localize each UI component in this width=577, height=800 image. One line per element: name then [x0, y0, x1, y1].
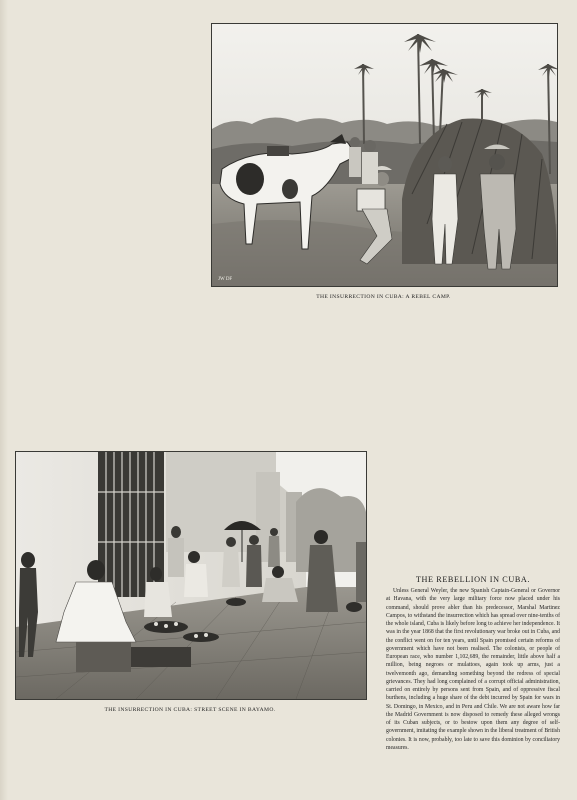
- rebel-camp-photo: [211, 23, 558, 287]
- rebel-camp-caption: THE INSURRECTION IN CUBA: A REBEL CAMP.: [316, 294, 451, 300]
- rebel-camp-illustration: [212, 24, 557, 286]
- street-scene-photo: [15, 451, 367, 700]
- article-body: Unless General Weyler, the new Spanish Captain-General or Governor at Havana, with the very large military force now placed under his command, should prove abler than his predecessor, Marshal Martinez Campos, to withstand the insurrection which has spread over nine-tenths of the whole island, Cuba is likely before long to achieve her independence. It was in the year 1868 that the first revolutionary war broke out in Cuba, and the conflict went on for ten years, until Spain promised certain reforms of government which have not been realised. The colonists, or people of European race, who number 1,102,689, the remainder, little above half a million, being negroes or mulattoes, again took up arms, just a twelvemonth ago, demanding something beyond the redress of special grievances. They had long complained of a corrupt official administration, carried on entirely by persons sent from Spain, and of oppressive fiscal burthens, including a huge share of the debt incurred by Spain for wars in St. Domingo, in Mexico, and in Peru and Chile. We are not aware how far the Madrid Government is now disposed to remedy these alleged wrongs of its Cuban subjects, or to bestow upon them any degree of self-government, imitating the example shown in the liberal treatment of British colonies. It is now, probably, too late to save this dominion by conciliatory measures.: [386, 588, 560, 751]
- engraver-signature: JW DF: [218, 277, 233, 282]
- page-binding-shadow: [0, 0, 8, 800]
- street-scene-illustration: [16, 452, 366, 699]
- article-title: THE REBELLION IN CUBA.: [415, 575, 531, 584]
- street-scene-caption: THE INSURRECTION IN CUBA: STREET SCENE IN BAYAMO.: [104, 707, 276, 713]
